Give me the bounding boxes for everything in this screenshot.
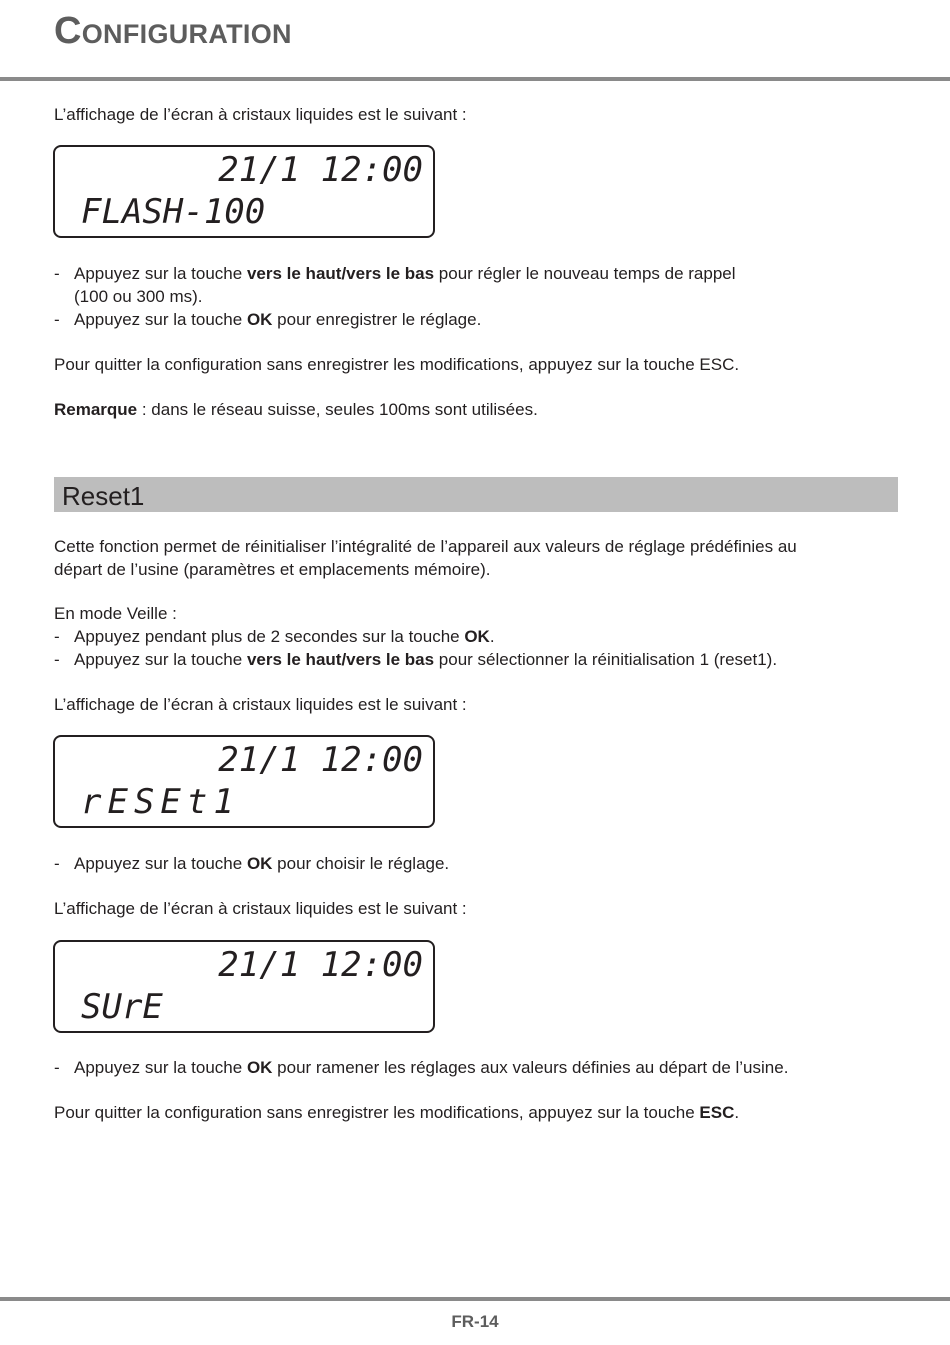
page-title (54, 10, 292, 53)
bullet-factory-reset: - Appuyez sur la touche OK pour ramener les réglages aux valeurs définies au départ de l’usine. (54, 1056, 788, 1079)
lcd-display-flash (53, 145, 435, 238)
title-rest: ONFIGURATION (81, 19, 292, 49)
title-first-letter: C (54, 10, 82, 52)
lcd-datetime: 21/1 12:00 (218, 150, 423, 190)
bullet-adjust-time: - Appuyez sur la touche vers le haut/vers le bas pour régler le nouveau temps de rappel (100 ou 300 ms). (54, 262, 736, 308)
page-number: FR-14 (451, 1312, 499, 1331)
bullet-choose-setting: - Appuyez sur la touche OK pour choisir le réglage. (54, 852, 449, 875)
lcd-datetime: 21/1 12:00 (218, 945, 423, 985)
header-rule (0, 77, 950, 81)
footer-rule (0, 1297, 950, 1301)
paragraph-lcd-intro-2: L’affichage de l’écran à cristaux liquides est le suivant : (54, 695, 467, 714)
paragraph-lcd-intro-1: L’affichage de l’écran à cristaux liquides est le suivant : (54, 105, 467, 124)
bullet-select-reset1: - Appuyez sur la touche vers le haut/vers le bas pour sélectionner la réinitialisation 1 (reset1). (54, 648, 777, 671)
paragraph-esc-info-2: Pour quitter la configuration sans enregistrer les modifications, appuyez sur la touche ESC. (54, 1103, 740, 1122)
paragraph-standby-mode: En mode Veille : (54, 604, 177, 623)
lcd-display-sure-graphic (55, 942, 437, 1035)
lcd-datetime: 21/1 12:00 (218, 740, 423, 780)
bullet-save-setting: - Appuyez sur la touche OK pour enregistrer le réglage. (54, 308, 481, 331)
paragraph-remark: Remarque : dans le réseau suisse, seules 100ms sont utilisées. (54, 400, 538, 419)
lcd-display-reset (53, 735, 435, 828)
lcd-message: SUrE (81, 987, 163, 1027)
lcd-message: rESEt1 (81, 782, 240, 822)
paragraph-lcd-intro-3: L’affichage de l’écran à cristaux liquides est le suivant : (54, 899, 467, 918)
paragraph-reset-description: Cette fonction permet de réinitialiser l’intégralité de l’appareil aux valeurs de réglage prédéfinies au départ de l’usine (paramètres et emplacements mémoire). (54, 537, 797, 579)
paragraph-esc-info: Pour quitter la configuration sans enregistrer les modifications, appuyez sur la touche ESC. (54, 355, 740, 374)
lcd-display-flash-graphic (55, 147, 437, 240)
lcd-message: FLASH-100 (81, 192, 266, 232)
lcd-display-sure (53, 940, 435, 1033)
bullet-press-ok: - Appuyez pendant plus de 2 secondes sur la touche OK. (54, 625, 495, 648)
lcd-display-reset-graphic (55, 737, 437, 830)
section-title: Reset1 (62, 481, 145, 511)
section-header-reset1 (54, 477, 898, 512)
